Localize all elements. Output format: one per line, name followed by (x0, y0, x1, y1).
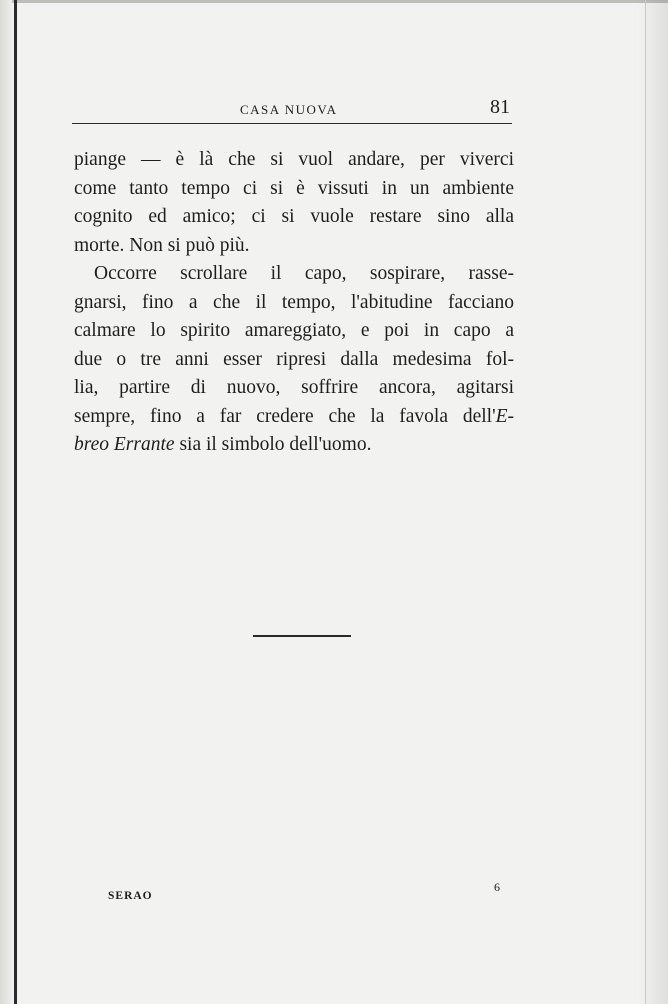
text-line: piange — è là che si vuol andare, per viverci (74, 149, 514, 170)
printer-signature-mark: SERAO (108, 890, 153, 902)
binding-edge (0, 0, 12, 1004)
text-segment: sia il simbolo dell'uomo. (174, 434, 372, 455)
italic-title: breo Errante (74, 434, 175, 455)
chapter-end-rule (253, 635, 351, 637)
text-line: gnarsi, fino a che il tempo, l'abitudine facciano (74, 291, 514, 313)
text-segment: sempre, fino a far credere che la favola dell' (74, 405, 496, 427)
text-line-final (74, 431, 514, 460)
page-top-edge (0, 0, 668, 3)
text-line: morte. Non si può più. (74, 234, 250, 256)
page-number: 81 (490, 96, 510, 118)
text-line-with-italic (74, 403, 514, 432)
running-head (72, 96, 512, 122)
italic-segment: E- (495, 405, 514, 427)
body-text (74, 146, 514, 460)
binding-line (14, 0, 17, 1004)
text-line: cognito ed amico; ci si vuole restare sino alla (74, 206, 514, 227)
header-rule (72, 123, 512, 124)
text-line: Occorre scrollare il capo, sospirare, rasse- (94, 263, 514, 284)
text-line: lia, partire di nuovo, soffrire ancora, agitarsi (74, 377, 514, 398)
signature-number: 6 (494, 880, 500, 894)
text-line: come tanto tempo ci si è vissuti in un ambiente (74, 177, 514, 199)
right-shadow (638, 0, 668, 1004)
running-title: CASA NUOVA (240, 102, 338, 117)
text-line: due o tre anni esser ripresi dalla medesima fol- (74, 348, 514, 370)
right-edge-line (645, 0, 646, 1004)
text-line: calmare lo spirito amareggiato, e poi in capo a (74, 320, 514, 341)
